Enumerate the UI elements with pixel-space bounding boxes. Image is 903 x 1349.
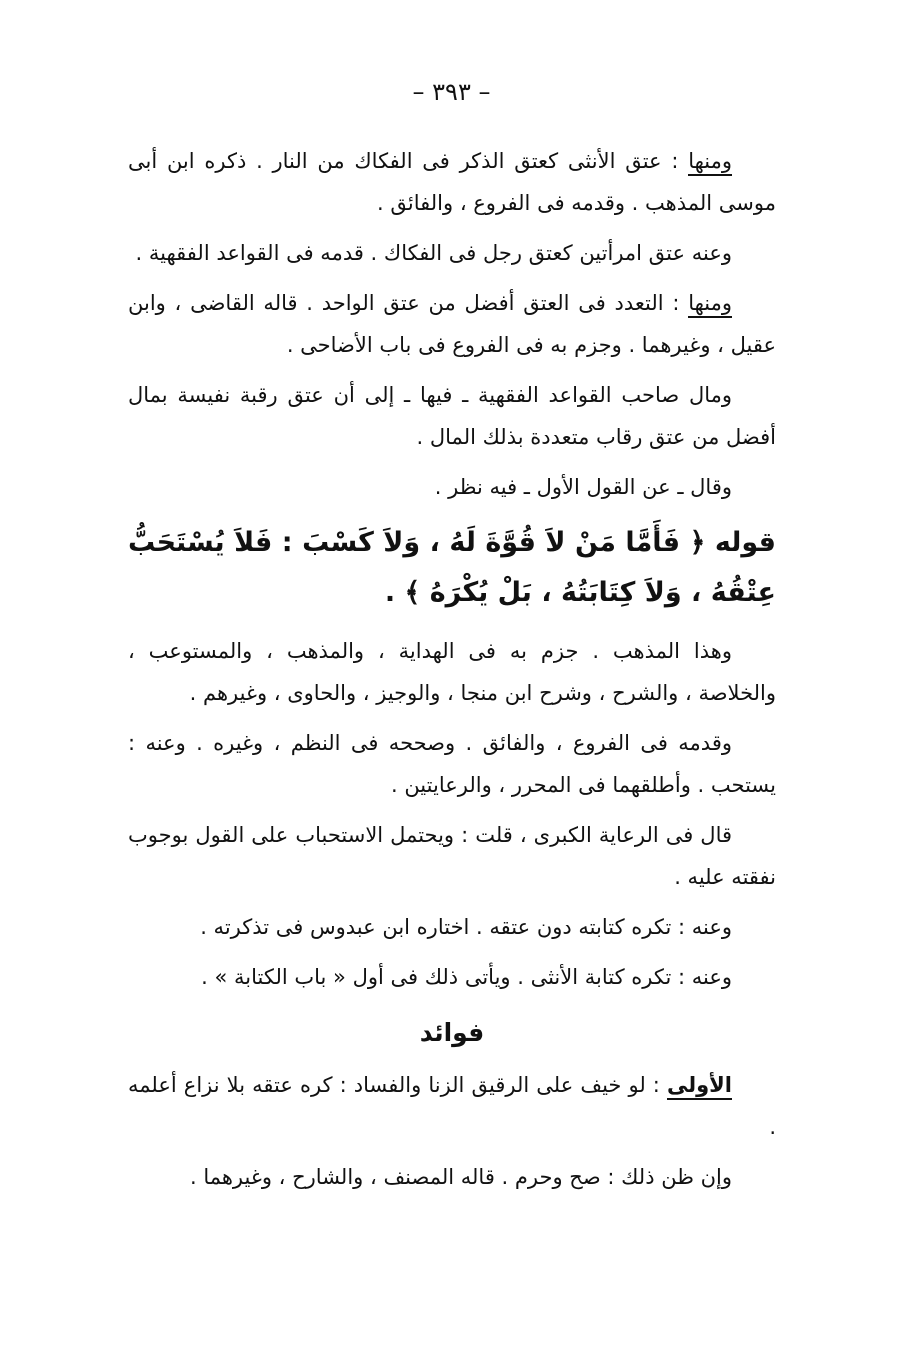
quoted-verse-text: قوله ﴿ فَأَمَّا مَنْ لاَ قُوَّةَ لَهُ ، وَلاَ كَسْبَ : فَلاَ يُسْتَحَبُّ عِتْقُهُ ، وَلاَ كِتَابَتُهُ ، بَلْ يُكْرَهُ ﴾ . [128,527,776,608]
paragraph-3 [128,282,776,366]
paragraph-4-text: ومال صاحب القواعد الفقهية ـ فيها ـ إلى أن عتق رقبة نفيسة بمال أفضل من عتق رقاب متعددة بذلك المال . [128,383,776,449]
paragraph-10-text: وعنه : تكره كتابة الأنثى . ويأتى ذلك فى أول « باب الكتابة » . [201,965,732,989]
paragraph-1-text: : عتق الأنثى كعتق الذكر فى الفكاك من النار . ذكره ابن أبى موسى المذهب . وقدمه فى الفروع ، والفائق . [128,149,776,215]
paragraph-5 [128,466,776,508]
paragraph-1-lead: ومنها [688,149,732,176]
paragraph-6-text: وهذا المذهب . جزم به فى الهداية ، والمذهب ، والمستوعب ، والخلاصة ، والشرح ، وشرح ابن منجا ، والوجيز ، والحاوى ، وغيرهم . [128,639,776,705]
paragraph-3-text: : التعدد فى العتق أفضل من عتق الواحد . قاله القاضى ، وابن عقيل ، وغيرهما . وجزم به فى الفروع فى باب الأضاحى . [128,291,776,357]
paragraph-2-text: وعنه عتق امرأتين كعتق رجل فى الفكاك . قدمه فى القواعد الفقهية . [135,241,732,265]
paragraph-8 [128,814,776,898]
paragraph-12 [128,1156,776,1198]
paragraph-7 [128,722,776,806]
paragraph-7-text: وقدمه فى الفروع ، والفائق . وصححه فى النظم ، وغيره . وعنه : يستحب . وأطلقهما فى المحرر ، والرعايتين . [128,731,776,797]
paragraph-9-text: وعنه : تكره كتابته دون عتقه . اختاره ابن عبدوس فى تذكرته . [200,915,732,939]
paragraph-11 [128,1064,776,1148]
paragraph-9 [128,906,776,948]
paragraph-1 [128,140,776,224]
paragraph-11-lead: الأولى [667,1073,732,1100]
paragraph-6 [128,630,776,714]
section-heading: فوائد [419,1018,485,1047]
paragraph-12-text: وإن ظن ذلك : صح وحرم . قاله المصنف ، والشارح ، وغيرهما . [189,1165,732,1189]
paragraph-10 [128,956,776,998]
paragraph-5-text: وقال ـ عن القول الأول ـ فيه نظر . [434,475,732,499]
paragraph-3-lead: ومنها [688,291,732,318]
page-number: – ٣٩٣ – [412,78,491,106]
body-text [128,140,776,1206]
quoted-verse [128,518,776,618]
paragraph-8-text: قال فى الرعاية الكبرى ، قلت : ويحتمل الاستحباب على القول بوجوب نفقته عليه . [128,823,776,889]
paragraph-11-text: : لو خيف على الرقيق الزنا والفساد : كره عتقه بلا نزاع أعلمه . [128,1073,776,1139]
paragraph-4 [128,374,776,458]
paragraph-2 [128,232,776,274]
